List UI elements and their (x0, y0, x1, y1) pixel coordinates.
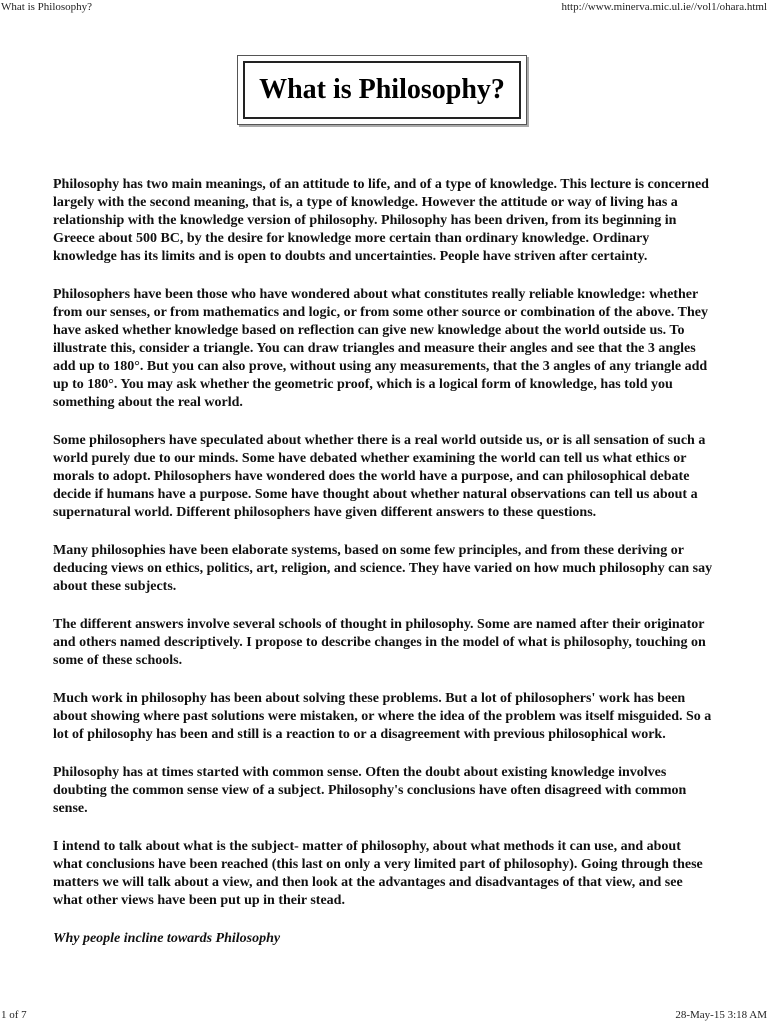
document-title-box (237, 55, 527, 125)
print-header (0, 0, 768, 16)
print-footer-datetime: 28-May-15 3:18 AM (675, 1009, 767, 1021)
body-paragraph-3: Some philosophers have speculated about whether there is a real world outside us, or is all sensation of such a world purely due to our minds. Some have debated whether examining the world can tell us what ethics or morals to adopt. Philosophers have wondered does the world have a purpose, and can philosophical debate decide if humans have a purpose. Some have thought about whether natural observations can tell us about a supernatural world. Different philosophers have given different answers to these questions. (53, 433, 706, 520)
body-paragraph-2: Philosophers have been those who have wondered about what constitutes really reliable knowledge: whether from our senses, or from mathematics and logic, or from some other source or combination of the above. They have asked whether knowledge based on reflection can give new knowledge about the world outside us. To illustrate this, consider a triangle. You can draw triangles and measure their angles and see that the 3 angles add up to 180°. But you can also prove, without using any measurements, that the 3 angles of any triangle add up to 180°. You may ask whether the geometric proof, which is a logical form of knowledge, has told you something about the real world. (53, 287, 708, 410)
body-paragraph-1: Philosophy has two main meanings, of an attitude to life, and of a type of knowledge. This lecture is concerned largely with the second meaning, that is, a type of knowledge. However the attitude or way of living has a relationship with the knowledge version of philosophy. Philosophy has been driven, from its beginning in Greece about 500 BC, by the desire for knowledge more certain than ordinary knowledge. Ordinary knowledge has its limits and is open to doubts and uncertainties. People have striven after certainty. (53, 177, 709, 264)
body-paragraph-6: Much work in philosophy has been about solving these problems. But a lot of philosophers' work has been about showing where past solutions were mistaken, or where the idea of the problem was itself misguided. So a lot of philosophy has been and still is a reaction to or a disagreement with previous philosophical work. (53, 691, 712, 742)
print-header-page-title: What is Philosophy? (1, 1, 93, 13)
document-body (53, 176, 713, 968)
print-header-url: http://www.minerva.mic.ul.ie//vol1/ohara.html (561, 1, 767, 13)
print-footer (0, 1008, 768, 1024)
body-paragraph-7: Philosophy has at times started with common sense. Often the doubt about existing knowledge involves doubting the common sense view of a subject. Philosophy's conclusions have often disagreed with common sense. (53, 765, 687, 816)
document-title: What is Philosophy? (259, 74, 505, 105)
document-title-frame (243, 61, 521, 119)
body-paragraph-4: Many philosophies have been elaborate systems, based on some few principles, and from these deriving or deducing views on ethics, politics, art, religion, and science. They have varied on how much philosophy can say about these subjects. (53, 543, 713, 594)
body-paragraph-5: The different answers involve several schools of thought in philosophy. Some are named after their originator and others named descriptively. I propose to describe changes in the model of what is philosophy, touching on some of these schools. (53, 617, 706, 668)
section-subheading: Why people incline towards Philosophy (53, 931, 281, 946)
body-paragraph-8: I intend to talk about what is the subject- matter of philosophy, about what methods it can use, and about what conclusions have been reached (this last on only a very limited part of philosophy). Going through these matters we will talk about a view, and then look at the advantages and disadvantages of that view, and see what other views have been put up in their stead. (53, 839, 703, 908)
print-footer-page-count: 1 of 7 (1, 1009, 27, 1021)
